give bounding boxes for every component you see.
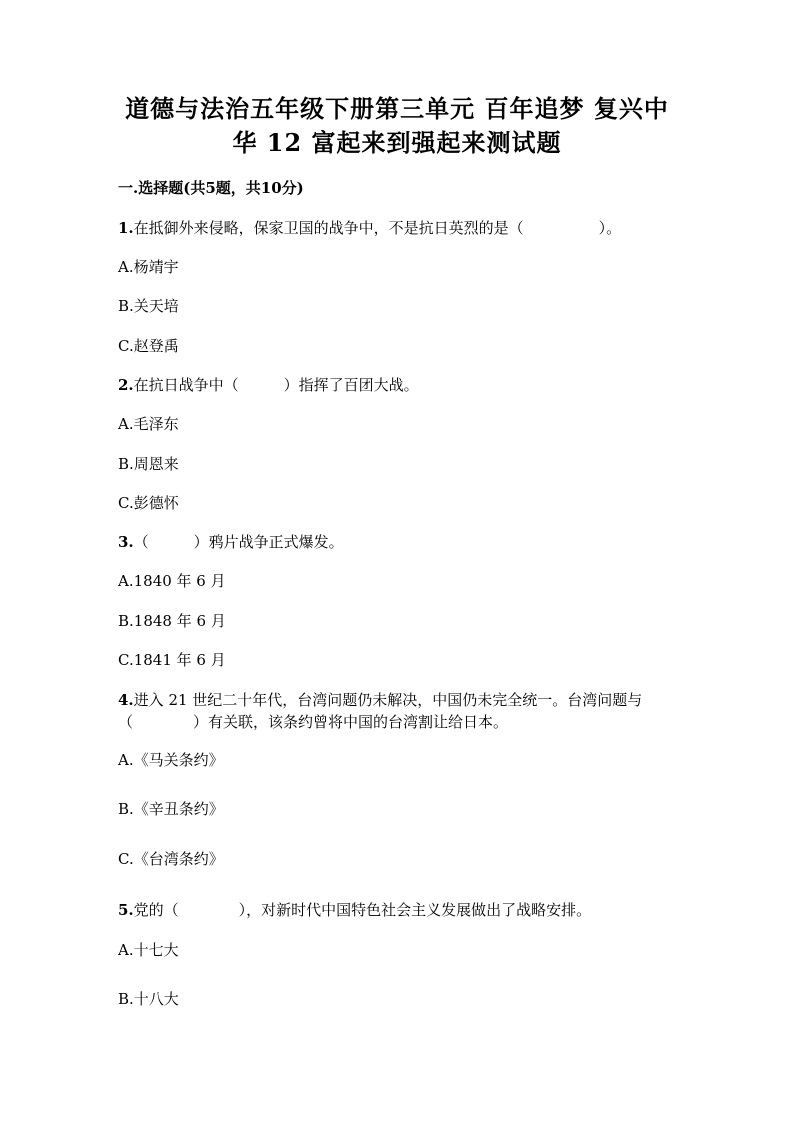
question-1-option-b: B.关天培 (118, 297, 179, 315)
question-4-stem-line-2: （ ）有关联，该条约曾将中国的台湾割让给日本。 (118, 713, 509, 731)
question-2-option-a: A.毛泽东 (118, 415, 179, 433)
title-line-2: 华 12 富起来到强起来测试题 (232, 128, 562, 157)
question-5 (118, 900, 591, 920)
question-3-option-b: B.1848 年 6 月 (118, 612, 226, 630)
question-number: 1. (118, 219, 134, 237)
question-2-option-c: C.彭德怀 (118, 494, 179, 512)
question-4 (118, 690, 642, 710)
question-number: 2. (118, 376, 134, 394)
question-2-option-b: B.周恩来 (118, 455, 179, 473)
question-5-option-b: B.十八大 (118, 990, 179, 1008)
question-stem-line-1: 进入 21 世纪二十年代，台湾问题仍未解决，中国仍未完全统一。台湾问题与 (133, 691, 643, 709)
question-number: 5. (118, 901, 134, 919)
question-stem: 在抵御外来侵略，保家卫国的战争中，不是抗日英烈的是（ ）。 (133, 219, 622, 237)
question-3 (118, 532, 344, 552)
page-title (100, 92, 694, 160)
question-1 (118, 218, 621, 238)
question-stem: 党的（ ），对新时代中国特色社会主义发展做出了战略安排。 (133, 901, 592, 919)
question-4-option-c: C.《台湾条约》 (118, 850, 224, 868)
question-1-option-a: A.杨靖宇 (118, 258, 179, 276)
question-stem: （ ）鸦片战争正式爆发。 (133, 533, 344, 551)
title-line-1: 道德与法治五年级下册第三单元 百年追梦 复兴中 (125, 94, 669, 123)
question-3-option-a: A.1840 年 6 月 (118, 572, 226, 590)
section-heading: 一.选择题(共5题，共10分) (118, 179, 304, 197)
question-4-option-a: A.《马关条约》 (118, 751, 224, 769)
question-4-option-b: B.《辛丑条约》 (118, 800, 224, 818)
question-1-option-c: C.赵登禹 (118, 337, 179, 355)
question-2 (118, 375, 419, 395)
question-number: 3. (118, 533, 134, 551)
question-3-option-c: C.1841 年 6 月 (118, 651, 226, 669)
question-stem: 在抗日战争中（ ）指挥了百团大战。 (133, 376, 419, 394)
question-5-option-a: A.十七大 (118, 941, 179, 959)
question-number: 4. (118, 691, 134, 709)
